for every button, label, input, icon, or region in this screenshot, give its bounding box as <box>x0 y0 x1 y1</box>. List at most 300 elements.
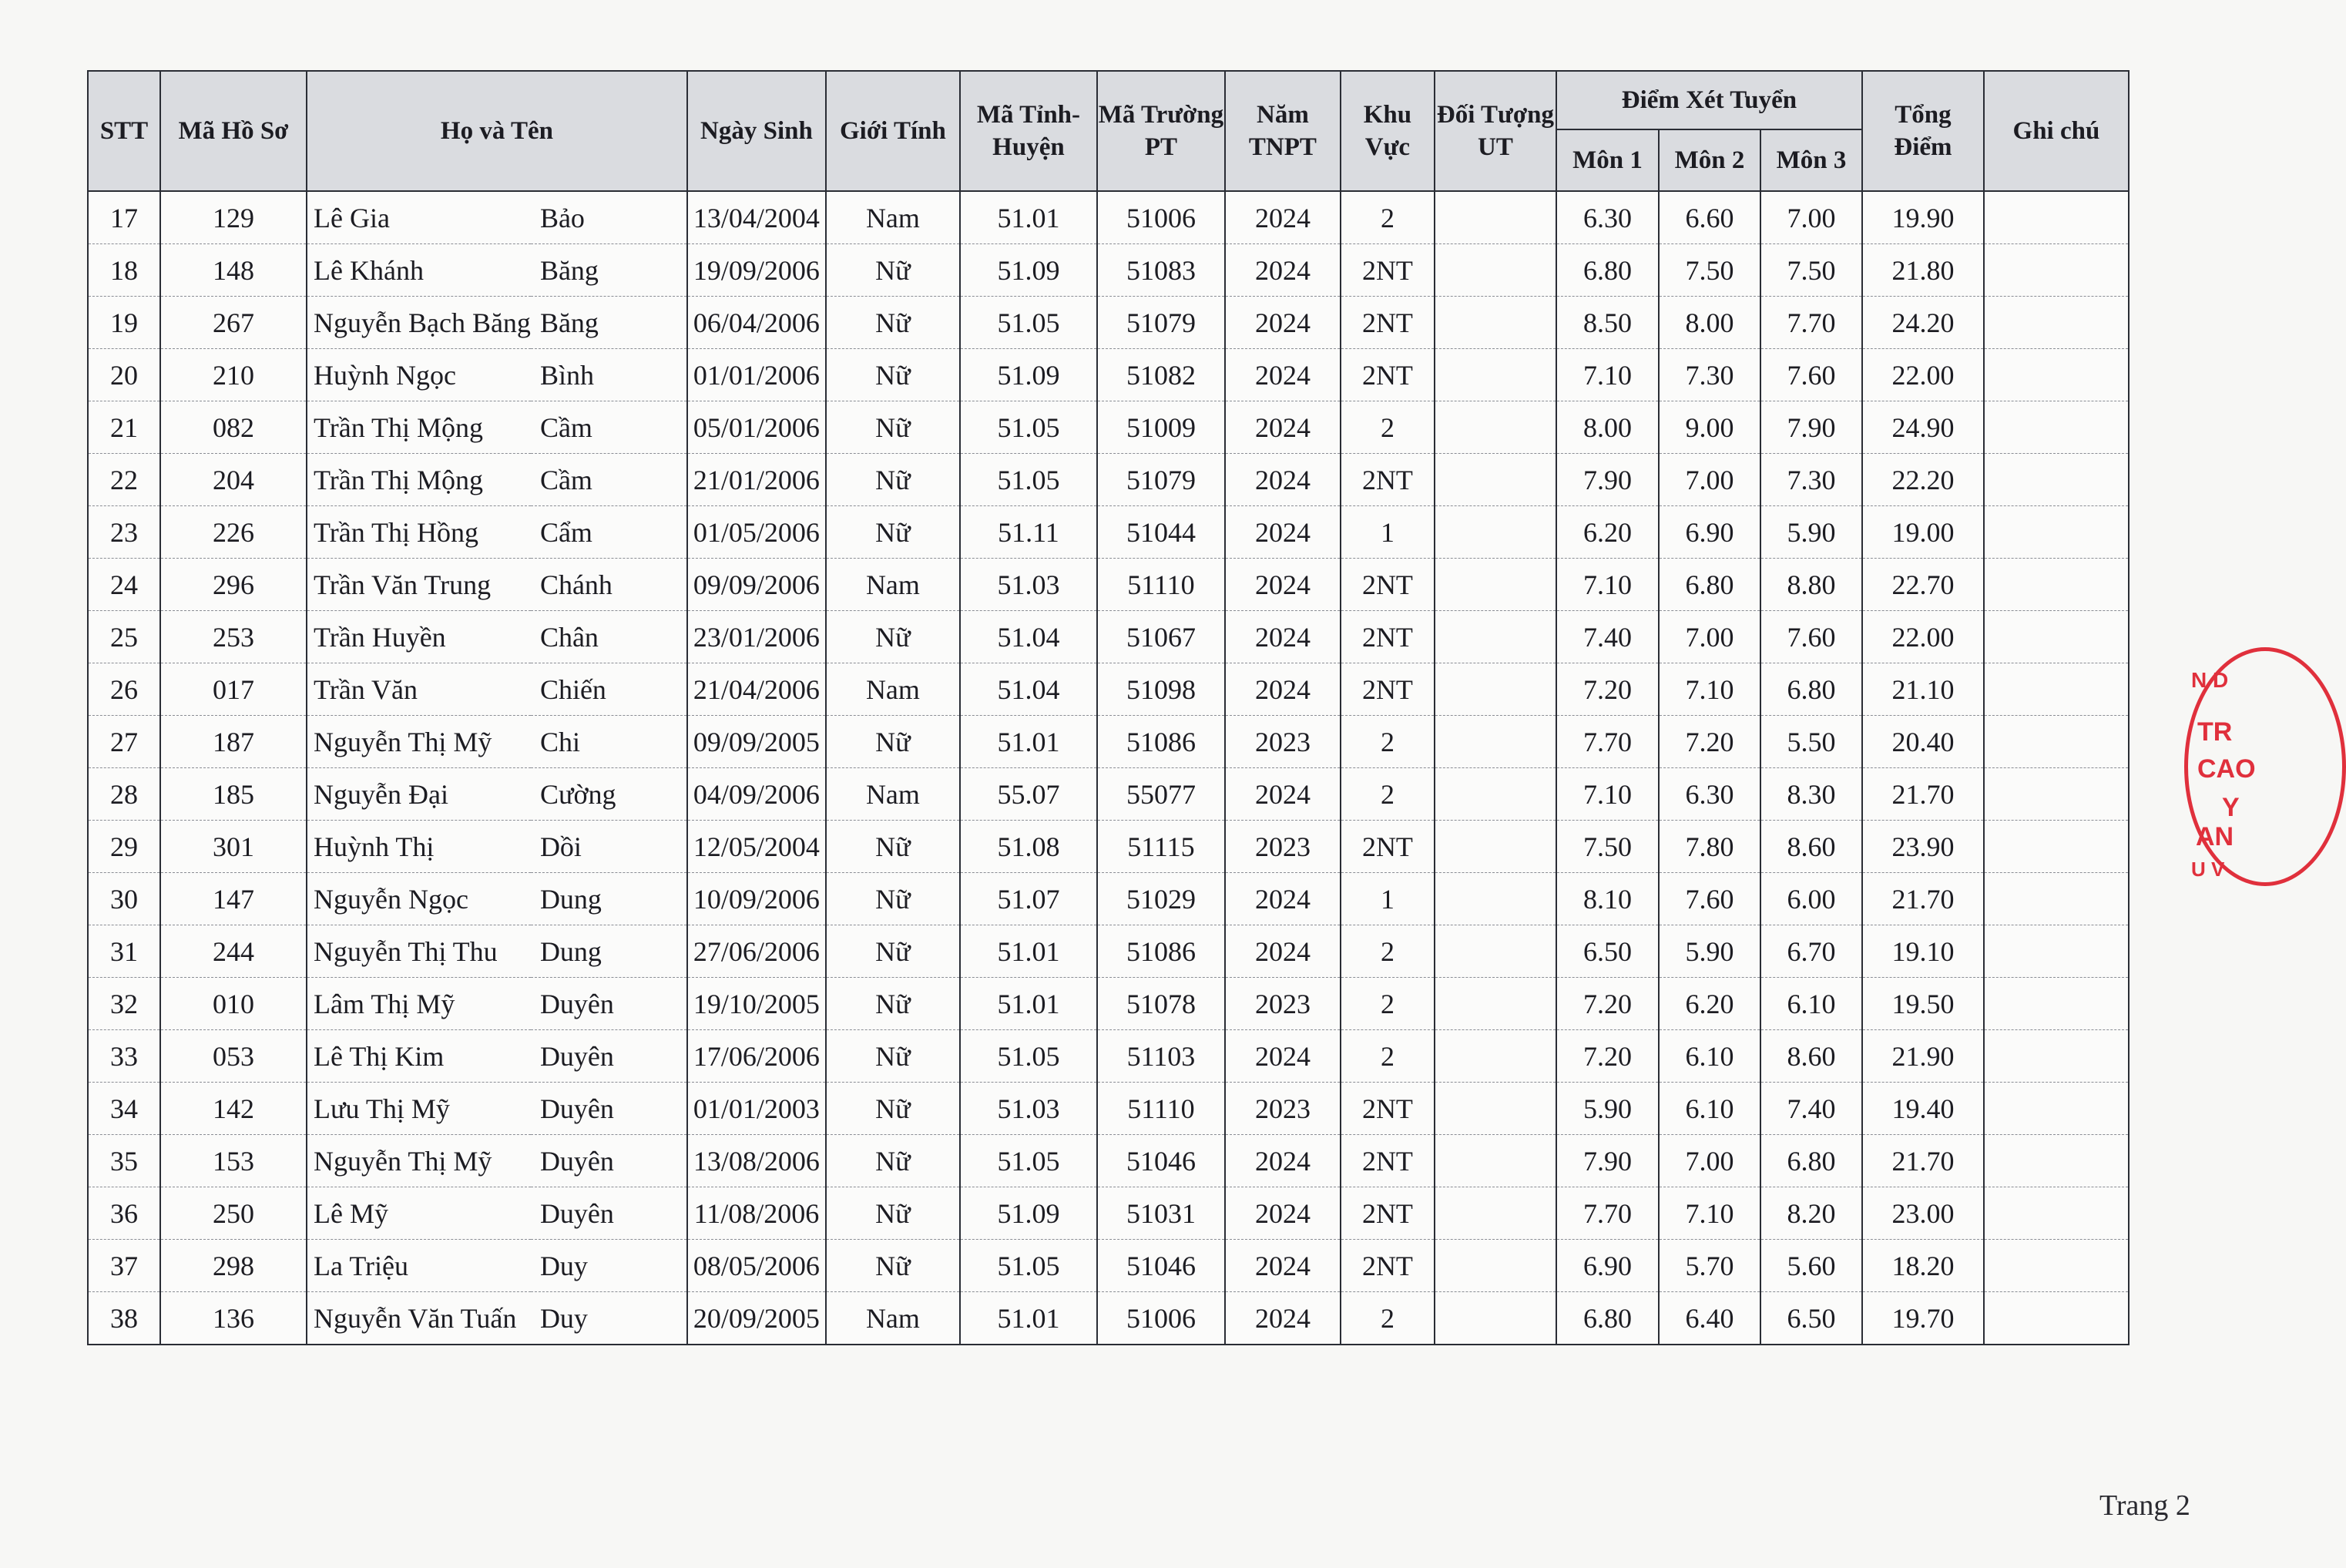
cell-nam-tnpt: 2024 <box>1225 454 1341 506</box>
cell-ngay-sinh: 27/06/2006 <box>687 925 826 978</box>
cell-ghi-chu <box>1984 244 2129 297</box>
cell-ngay-sinh: 17/06/2006 <box>687 1030 826 1083</box>
cell-ma-truong-pt: 51115 <box>1097 821 1225 873</box>
cell-mon-1: 7.40 <box>1556 611 1659 663</box>
cell-ma-ho-so: 147 <box>160 873 307 925</box>
cell-ma-tinh-huyen: 51.09 <box>960 1187 1097 1240</box>
cell-ten: Cẩm <box>531 506 687 559</box>
cell-tong-diem: 19.70 <box>1862 1292 1984 1345</box>
cell-tong-diem: 22.70 <box>1862 559 1984 611</box>
cell-ngay-sinh: 01/05/2006 <box>687 506 826 559</box>
cell-ma-tinh-huyen: 51.07 <box>960 873 1097 925</box>
cell-ho-dem: Trần Thị Mộng <box>307 454 531 506</box>
cell-mon-3: 6.10 <box>1760 978 1862 1030</box>
admission-table <box>87 70 2130 1345</box>
cell-ma-tinh-huyen: 51.08 <box>960 821 1097 873</box>
cell-mon-1: 6.80 <box>1556 1292 1659 1345</box>
cell-mon-3: 7.00 <box>1760 191 1862 244</box>
cell-ma-truong-pt: 51046 <box>1097 1135 1225 1187</box>
cell-ho-dem: Huỳnh Ngọc <box>307 349 531 401</box>
cell-ma-truong-pt: 51083 <box>1097 244 1225 297</box>
cell-ten: Dung <box>531 925 687 978</box>
cell-khu-vuc: 2 <box>1341 978 1435 1030</box>
cell-ho-dem: Huỳnh Thị <box>307 821 531 873</box>
cell-khu-vuc: 2 <box>1341 401 1435 454</box>
cell-ma-tinh-huyen: 51.01 <box>960 978 1097 1030</box>
cell-tong-diem: 19.50 <box>1862 978 1984 1030</box>
cell-nam-tnpt: 2024 <box>1225 611 1341 663</box>
stamp-text: U V <box>2191 858 2225 881</box>
cell-ma-truong-pt: 51086 <box>1097 925 1225 978</box>
cell-ghi-chu <box>1984 191 2129 244</box>
cell-gioi-tinh: Nam <box>826 768 960 821</box>
col-ghi-chu: Ghi chú <box>1984 71 2129 191</box>
cell-mon-1: 6.50 <box>1556 925 1659 978</box>
cell-gioi-tinh: Nữ <box>826 506 960 559</box>
cell-doi-tuong-ut <box>1435 1083 1556 1135</box>
cell-stt: 38 <box>88 1292 160 1345</box>
cell-ho-dem: Nguyễn Văn Tuấn <box>307 1292 531 1345</box>
cell-mon-2: 8.00 <box>1659 297 1760 349</box>
cell-ghi-chu <box>1984 978 2129 1030</box>
cell-ho-dem: Trần Thị Mộng <box>307 401 531 454</box>
cell-doi-tuong-ut <box>1435 1292 1556 1345</box>
cell-ma-truong-pt: 51078 <box>1097 978 1225 1030</box>
cell-ghi-chu <box>1984 506 2129 559</box>
cell-ho-dem: La Triệu <box>307 1240 531 1292</box>
cell-tong-diem: 21.90 <box>1862 1030 1984 1083</box>
cell-doi-tuong-ut <box>1435 191 1556 244</box>
red-seal-stamp <box>2184 647 2346 886</box>
cell-ma-truong-pt: 51098 <box>1097 663 1225 716</box>
table-row <box>88 768 2129 821</box>
cell-ma-truong-pt: 51079 <box>1097 454 1225 506</box>
cell-mon-1: 8.50 <box>1556 297 1659 349</box>
cell-nam-tnpt: 2023 <box>1225 978 1341 1030</box>
cell-ma-tinh-huyen: 55.07 <box>960 768 1097 821</box>
cell-mon-3: 7.90 <box>1760 401 1862 454</box>
cell-ngay-sinh: 19/10/2005 <box>687 978 826 1030</box>
cell-ho-dem: Nguyễn Thị Thu <box>307 925 531 978</box>
cell-doi-tuong-ut <box>1435 1135 1556 1187</box>
col-stt: STT <box>88 71 160 191</box>
cell-ho-dem: Nguyễn Bạch Băng <box>307 297 531 349</box>
cell-ghi-chu <box>1984 1292 2129 1345</box>
cell-tong-diem: 24.90 <box>1862 401 1984 454</box>
cell-khu-vuc: 2NT <box>1341 1083 1435 1135</box>
cell-mon-3: 8.30 <box>1760 768 1862 821</box>
cell-ngay-sinh: 20/09/2005 <box>687 1292 826 1345</box>
cell-khu-vuc: 2NT <box>1341 821 1435 873</box>
cell-stt: 32 <box>88 978 160 1030</box>
cell-tong-diem: 21.10 <box>1862 663 1984 716</box>
cell-gioi-tinh: Nữ <box>826 873 960 925</box>
cell-ghi-chu <box>1984 559 2129 611</box>
cell-ma-tinh-huyen: 51.04 <box>960 611 1097 663</box>
cell-stt: 28 <box>88 768 160 821</box>
cell-gioi-tinh: Nữ <box>826 297 960 349</box>
cell-ma-tinh-huyen: 51.05 <box>960 1135 1097 1187</box>
cell-ten: Dung <box>531 873 687 925</box>
cell-ma-truong-pt: 51006 <box>1097 1292 1225 1345</box>
stamp-text: Y <box>2222 793 2240 822</box>
cell-ngay-sinh: 19/09/2006 <box>687 244 826 297</box>
cell-mon-2: 7.00 <box>1659 1135 1760 1187</box>
cell-tong-diem: 23.00 <box>1862 1187 1984 1240</box>
table-row <box>88 978 2129 1030</box>
cell-ngay-sinh: 08/05/2006 <box>687 1240 826 1292</box>
cell-mon-3: 7.60 <box>1760 611 1862 663</box>
cell-mon-3: 7.30 <box>1760 454 1862 506</box>
cell-gioi-tinh: Nữ <box>826 349 960 401</box>
cell-ho-dem: Nguyễn Thị Mỹ <box>307 1135 531 1187</box>
cell-mon-1: 6.80 <box>1556 244 1659 297</box>
cell-gioi-tinh: Nữ <box>826 821 960 873</box>
cell-ma-tinh-huyen: 51.03 <box>960 1083 1097 1135</box>
cell-stt: 26 <box>88 663 160 716</box>
cell-ma-ho-so: 153 <box>160 1135 307 1187</box>
cell-ngay-sinh: 04/09/2006 <box>687 768 826 821</box>
cell-doi-tuong-ut <box>1435 768 1556 821</box>
cell-mon-3: 7.50 <box>1760 244 1862 297</box>
col-ma-truong-pt: Mã Trường PT <box>1097 71 1225 191</box>
cell-ho-dem: Lê Thị Kim <box>307 1030 531 1083</box>
cell-stt: 24 <box>88 559 160 611</box>
cell-ngay-sinh: 05/01/2006 <box>687 401 826 454</box>
cell-doi-tuong-ut <box>1435 1030 1556 1083</box>
cell-stt: 25 <box>88 611 160 663</box>
cell-tong-diem: 22.00 <box>1862 349 1984 401</box>
cell-mon-3: 7.60 <box>1760 349 1862 401</box>
cell-khu-vuc: 2NT <box>1341 1135 1435 1187</box>
cell-ma-ho-so: 136 <box>160 1292 307 1345</box>
cell-ten: Duy <box>531 1240 687 1292</box>
cell-doi-tuong-ut <box>1435 297 1556 349</box>
table-row <box>88 559 2129 611</box>
cell-tong-diem: 22.20 <box>1862 454 1984 506</box>
cell-tong-diem: 19.10 <box>1862 925 1984 978</box>
cell-ma-truong-pt: 51082 <box>1097 349 1225 401</box>
col-khu-vuc: Khu Vực <box>1341 71 1435 191</box>
cell-khu-vuc: 2NT <box>1341 1240 1435 1292</box>
cell-mon-3: 7.70 <box>1760 297 1862 349</box>
cell-ma-ho-so: 296 <box>160 559 307 611</box>
cell-mon-3: 6.00 <box>1760 873 1862 925</box>
cell-ten: Chi <box>531 716 687 768</box>
cell-mon-1: 8.00 <box>1556 401 1659 454</box>
cell-ngay-sinh: 13/04/2004 <box>687 191 826 244</box>
cell-mon-1: 7.10 <box>1556 349 1659 401</box>
cell-nam-tnpt: 2024 <box>1225 401 1341 454</box>
cell-ho-dem: Nguyễn Thị Mỹ <box>307 716 531 768</box>
cell-ma-ho-so: 226 <box>160 506 307 559</box>
table-row <box>88 873 2129 925</box>
cell-ma-truong-pt: 51046 <box>1097 1240 1225 1292</box>
cell-nam-tnpt: 2024 <box>1225 349 1341 401</box>
table-row <box>88 506 2129 559</box>
cell-ten: Băng <box>531 297 687 349</box>
cell-nam-tnpt: 2024 <box>1225 1135 1341 1187</box>
cell-ngay-sinh: 01/01/2003 <box>687 1083 826 1135</box>
cell-khu-vuc: 2NT <box>1341 663 1435 716</box>
cell-mon-1: 6.30 <box>1556 191 1659 244</box>
cell-mon-2: 6.80 <box>1659 559 1760 611</box>
cell-mon-2: 7.00 <box>1659 611 1760 663</box>
cell-ten: Cầm <box>531 454 687 506</box>
cell-ho-dem: Trần Huyền <box>307 611 531 663</box>
cell-nam-tnpt: 2024 <box>1225 1187 1341 1240</box>
cell-ma-ho-so: 082 <box>160 401 307 454</box>
table-row <box>88 716 2129 768</box>
cell-gioi-tinh: Nữ <box>826 1187 960 1240</box>
cell-ghi-chu <box>1984 716 2129 768</box>
cell-mon-3: 8.20 <box>1760 1187 1862 1240</box>
cell-nam-tnpt: 2024 <box>1225 663 1341 716</box>
cell-gioi-tinh: Nữ <box>826 454 960 506</box>
cell-ma-tinh-huyen: 51.03 <box>960 559 1097 611</box>
cell-stt: 34 <box>88 1083 160 1135</box>
cell-nam-tnpt: 2024 <box>1225 297 1341 349</box>
col-doi-tuong-ut: Đối Tượng UT <box>1435 71 1556 191</box>
cell-ma-truong-pt: 55077 <box>1097 768 1225 821</box>
cell-stt: 37 <box>88 1240 160 1292</box>
cell-stt: 31 <box>88 925 160 978</box>
cell-stt: 29 <box>88 821 160 873</box>
col-tong-diem: Tổng Điểm <box>1862 71 1984 191</box>
cell-ghi-chu <box>1984 925 2129 978</box>
cell-ma-truong-pt: 51044 <box>1097 506 1225 559</box>
cell-stt: 22 <box>88 454 160 506</box>
cell-ma-truong-pt: 51009 <box>1097 401 1225 454</box>
cell-stt: 20 <box>88 349 160 401</box>
cell-mon-3: 8.80 <box>1760 559 1862 611</box>
cell-mon-2: 7.00 <box>1659 454 1760 506</box>
col-ma-ho-so: Mã Hồ Sơ <box>160 71 307 191</box>
cell-mon-2: 7.10 <box>1659 1187 1760 1240</box>
cell-mon-2: 7.80 <box>1659 821 1760 873</box>
cell-nam-tnpt: 2024 <box>1225 244 1341 297</box>
cell-stt: 27 <box>88 716 160 768</box>
cell-doi-tuong-ut <box>1435 1240 1556 1292</box>
cell-ho-dem: Lưu Thị Mỹ <box>307 1083 531 1135</box>
cell-ma-ho-so: 017 <box>160 663 307 716</box>
cell-ngay-sinh: 09/09/2006 <box>687 559 826 611</box>
cell-ten: Duyên <box>531 1083 687 1135</box>
cell-mon-2: 7.10 <box>1659 663 1760 716</box>
cell-ma-tinh-huyen: 51.05 <box>960 454 1097 506</box>
cell-tong-diem: 21.70 <box>1862 1135 1984 1187</box>
cell-ma-truong-pt: 51110 <box>1097 559 1225 611</box>
cell-ma-ho-so: 210 <box>160 349 307 401</box>
cell-khu-vuc: 2NT <box>1341 611 1435 663</box>
cell-nam-tnpt: 2024 <box>1225 506 1341 559</box>
cell-mon-3: 6.80 <box>1760 1135 1862 1187</box>
cell-ten: Cường <box>531 768 687 821</box>
col-diem-xet-tuyen: Điểm Xét Tuyển <box>1556 71 1862 129</box>
cell-ghi-chu <box>1984 1187 2129 1240</box>
cell-nam-tnpt: 2023 <box>1225 821 1341 873</box>
table-row <box>88 1030 2129 1083</box>
cell-ho-dem: Lê Gia <box>307 191 531 244</box>
cell-ma-ho-so: 204 <box>160 454 307 506</box>
cell-ten: Duy <box>531 1292 687 1345</box>
cell-ma-truong-pt: 51086 <box>1097 716 1225 768</box>
cell-ten: Duyên <box>531 1135 687 1187</box>
cell-mon-1: 7.20 <box>1556 663 1659 716</box>
cell-ma-ho-so: 185 <box>160 768 307 821</box>
cell-ten: Chân <box>531 611 687 663</box>
cell-khu-vuc: 2 <box>1341 716 1435 768</box>
cell-ma-ho-so: 267 <box>160 297 307 349</box>
cell-khu-vuc: 2 <box>1341 768 1435 821</box>
cell-mon-1: 7.70 <box>1556 1187 1659 1240</box>
cell-tong-diem: 24.20 <box>1862 297 1984 349</box>
table-row <box>88 1083 2129 1135</box>
cell-doi-tuong-ut <box>1435 611 1556 663</box>
cell-ma-ho-so: 148 <box>160 244 307 297</box>
cell-ghi-chu <box>1984 821 2129 873</box>
page-number: Trang 2 <box>2099 1489 2190 1522</box>
col-mon-2: Môn 2 <box>1659 129 1760 191</box>
cell-ma-tinh-huyen: 51.01 <box>960 925 1097 978</box>
cell-ho-dem: Lâm Thị Mỹ <box>307 978 531 1030</box>
cell-gioi-tinh: Nữ <box>826 1083 960 1135</box>
cell-gioi-tinh: Nữ <box>826 978 960 1030</box>
cell-mon-1: 7.20 <box>1556 1030 1659 1083</box>
cell-khu-vuc: 2 <box>1341 925 1435 978</box>
cell-ghi-chu <box>1984 1030 2129 1083</box>
col-mon-1: Môn 1 <box>1556 129 1659 191</box>
table-row <box>88 191 2129 244</box>
cell-doi-tuong-ut <box>1435 663 1556 716</box>
cell-gioi-tinh: Nữ <box>826 1135 960 1187</box>
cell-khu-vuc: 2 <box>1341 1030 1435 1083</box>
cell-tong-diem: 21.70 <box>1862 768 1984 821</box>
cell-ghi-chu <box>1984 1240 2129 1292</box>
table-row <box>88 1292 2129 1345</box>
cell-mon-2: 7.50 <box>1659 244 1760 297</box>
cell-gioi-tinh: Nữ <box>826 244 960 297</box>
cell-ma-tinh-huyen: 51.04 <box>960 663 1097 716</box>
table-row <box>88 1240 2129 1292</box>
cell-ma-tinh-huyen: 51.01 <box>960 191 1097 244</box>
cell-doi-tuong-ut <box>1435 349 1556 401</box>
cell-ma-ho-so: 250 <box>160 1187 307 1240</box>
cell-khu-vuc: 1 <box>1341 873 1435 925</box>
cell-mon-3: 6.70 <box>1760 925 1862 978</box>
col-gioi-tinh: Giới Tính <box>826 71 960 191</box>
cell-doi-tuong-ut <box>1435 244 1556 297</box>
cell-stt: 30 <box>88 873 160 925</box>
cell-ten: Duyên <box>531 978 687 1030</box>
stamp-text: AN <box>2196 822 2234 851</box>
cell-mon-2: 7.60 <box>1659 873 1760 925</box>
table-header <box>88 71 2129 191</box>
cell-ten: Cầm <box>531 401 687 454</box>
table-row <box>88 925 2129 978</box>
cell-khu-vuc: 2 <box>1341 191 1435 244</box>
cell-ho-dem: Lê Mỹ <box>307 1187 531 1240</box>
cell-nam-tnpt: 2024 <box>1225 1240 1341 1292</box>
cell-mon-3: 6.50 <box>1760 1292 1862 1345</box>
cell-mon-2: 6.10 <box>1659 1083 1760 1135</box>
cell-ghi-chu <box>1984 1083 2129 1135</box>
cell-ma-truong-pt: 51103 <box>1097 1030 1225 1083</box>
cell-mon-1: 5.90 <box>1556 1083 1659 1135</box>
cell-ho-dem: Trần Thị Hồng <box>307 506 531 559</box>
cell-tong-diem: 18.20 <box>1862 1240 1984 1292</box>
cell-ten: Duyên <box>531 1187 687 1240</box>
cell-doi-tuong-ut <box>1435 506 1556 559</box>
cell-ma-ho-so: 301 <box>160 821 307 873</box>
cell-mon-2: 5.70 <box>1659 1240 1760 1292</box>
cell-gioi-tinh: Nữ <box>826 716 960 768</box>
cell-stt: 35 <box>88 1135 160 1187</box>
cell-ghi-chu <box>1984 611 2129 663</box>
cell-mon-3: 5.60 <box>1760 1240 1862 1292</box>
cell-gioi-tinh: Nữ <box>826 611 960 663</box>
cell-gioi-tinh: Nữ <box>826 1240 960 1292</box>
cell-mon-2: 6.20 <box>1659 978 1760 1030</box>
col-ngay-sinh: Ngày Sinh <box>687 71 826 191</box>
stamp-text: N D <box>2191 668 2229 692</box>
cell-ma-ho-so: 244 <box>160 925 307 978</box>
cell-mon-2: 6.60 <box>1659 191 1760 244</box>
cell-ten: Băng <box>531 244 687 297</box>
table-row <box>88 454 2129 506</box>
cell-mon-3: 7.40 <box>1760 1083 1862 1135</box>
cell-nam-tnpt: 2024 <box>1225 559 1341 611</box>
cell-doi-tuong-ut <box>1435 716 1556 768</box>
cell-ma-ho-so: 010 <box>160 978 307 1030</box>
cell-gioi-tinh: Nam <box>826 1292 960 1345</box>
cell-mon-1: 7.90 <box>1556 454 1659 506</box>
cell-ngay-sinh: 23/01/2006 <box>687 611 826 663</box>
cell-ma-truong-pt: 51031 <box>1097 1187 1225 1240</box>
cell-ho-dem: Nguyễn Đại <box>307 768 531 821</box>
cell-ghi-chu <box>1984 454 2129 506</box>
cell-tong-diem: 21.70 <box>1862 873 1984 925</box>
table-row <box>88 401 2129 454</box>
cell-doi-tuong-ut <box>1435 978 1556 1030</box>
cell-stt: 17 <box>88 191 160 244</box>
cell-ghi-chu <box>1984 349 2129 401</box>
cell-ghi-chu <box>1984 873 2129 925</box>
cell-ghi-chu <box>1984 401 2129 454</box>
table-row <box>88 1187 2129 1240</box>
cell-ngay-sinh: 21/01/2006 <box>687 454 826 506</box>
cell-mon-2: 7.20 <box>1659 716 1760 768</box>
cell-ma-tinh-huyen: 51.11 <box>960 506 1097 559</box>
stamp-text: CAO <box>2197 754 2256 784</box>
cell-ten: Dồi <box>531 821 687 873</box>
table-row <box>88 349 2129 401</box>
cell-stt: 18 <box>88 244 160 297</box>
cell-gioi-tinh: Nam <box>826 663 960 716</box>
cell-mon-1: 8.10 <box>1556 873 1659 925</box>
cell-tong-diem: 20.40 <box>1862 716 1984 768</box>
cell-tong-diem: 21.80 <box>1862 244 1984 297</box>
cell-ten: Bảo <box>531 191 687 244</box>
cell-ma-tinh-huyen: 51.05 <box>960 1240 1097 1292</box>
cell-stt: 36 <box>88 1187 160 1240</box>
cell-ma-ho-so: 142 <box>160 1083 307 1135</box>
stamp-text: TR <box>2197 717 2233 747</box>
col-ho-va-ten: Họ và Tên <box>307 71 687 191</box>
cell-ma-truong-pt: 51006 <box>1097 191 1225 244</box>
cell-mon-3: 8.60 <box>1760 821 1862 873</box>
col-mon-3: Môn 3 <box>1760 129 1862 191</box>
